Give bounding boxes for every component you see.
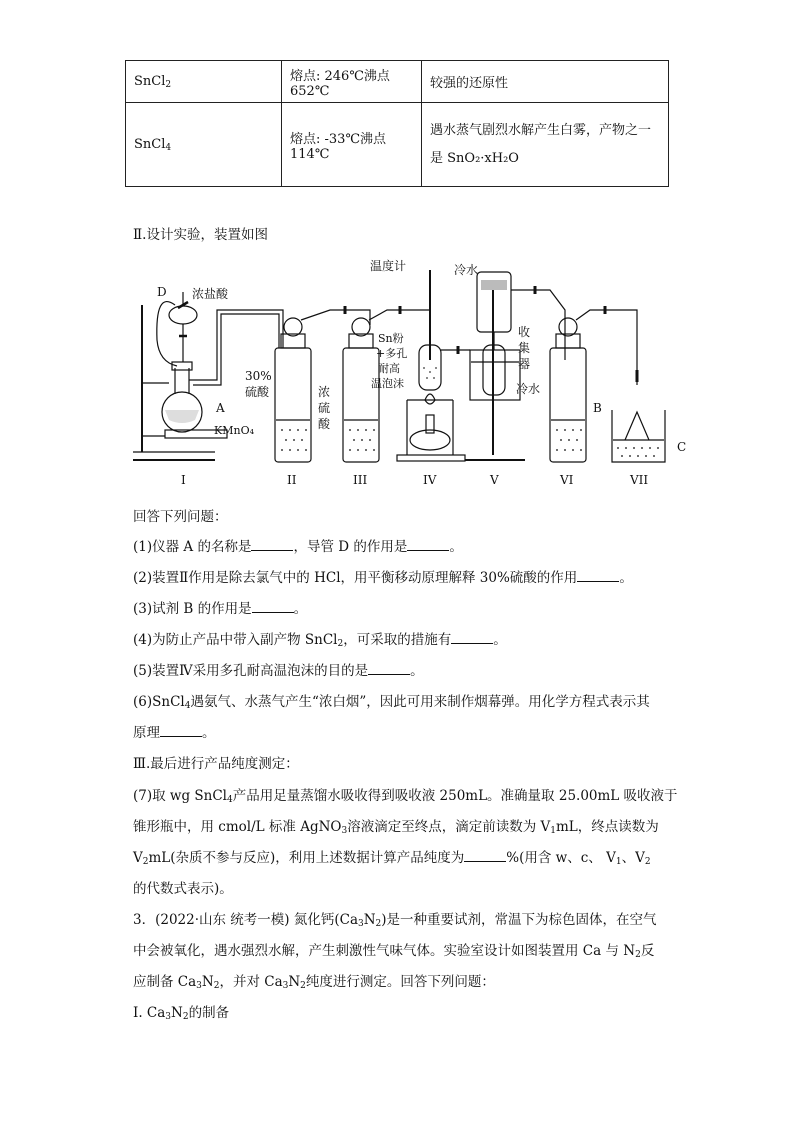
question-6-cont (133, 724, 216, 742)
p3-text: I. Ca (133, 1005, 166, 1021)
p3-text: N (288, 974, 301, 990)
label-sn-4: 温泡沫 (371, 377, 404, 390)
label-conc-h2so4-2: 硫 (318, 401, 331, 415)
subscript: 3 (358, 919, 364, 929)
label-sn-3: 耐高 (378, 362, 400, 375)
label-sn-1: Sn粉 (378, 332, 404, 345)
table-cell-chemical (422, 103, 669, 187)
question-7-line-1 (133, 787, 678, 809)
p3-text: 的制备 (188, 1005, 230, 1021)
p3-text: 中会被氧化，遇水强烈水解，产生刺激性气味气体。实验室设计如图装置用 Ca 与 N (133, 943, 636, 959)
table-row (126, 61, 669, 103)
subscript: 1 (550, 826, 556, 836)
station-label: V (490, 473, 499, 487)
label-cold-water-side: 冷水 (516, 382, 541, 396)
question-7-line-3 (133, 849, 651, 871)
subscript: 2 (182, 1012, 189, 1022)
label-collector-1: 收 (518, 325, 531, 339)
q7-text-a: (7)取 wg SnCl (133, 788, 227, 804)
table-cell-compound (126, 103, 282, 187)
label-30pct-1: 30% (245, 369, 272, 383)
p3-text: 纯度进行测定。回答下列问题： (305, 974, 495, 990)
label-D: D (157, 285, 167, 299)
subscript: 3 (341, 826, 348, 836)
station-label: IV (423, 473, 437, 487)
table-cell-compound (126, 61, 282, 103)
question-2 (133, 569, 633, 587)
answer-blank (407, 538, 449, 551)
subscript: 1 (615, 857, 622, 867)
subscript: 4 (165, 142, 172, 153)
q6-text-b: 遇氨气、水蒸气产生“浓白烟”，因此可用来制作烟幕弹。用化学方程式表示其 (190, 694, 650, 710)
problem-3-subtitle (133, 1004, 229, 1026)
question-7-line-2 (133, 818, 659, 840)
answer-blank (577, 569, 619, 582)
chem-line-1: 遇水蒸气剧烈水解产生白雾，产物之一 (430, 122, 652, 138)
label-B: B (593, 401, 602, 415)
p3-text: )是一种重要试剂，常温下为棕色固体，在空气 (381, 912, 657, 928)
p3-text: 应制备 Ca (133, 974, 197, 990)
q7-text-b: 产品用足量蒸馏水吸收得到吸收液 250mL。准确量取 25.00mL 吸收液于 (232, 788, 678, 804)
section-2-title: Ⅱ.设计实验，装置如图 (133, 227, 268, 243)
station-label: VI (560, 473, 574, 487)
answer-blank (252, 600, 294, 613)
label-C: C (677, 440, 687, 454)
q2-text-a: (2)装置Ⅱ作用是除去氯气中的 HCl，用平衡移动原理解释 30%硫酸的作用 (133, 570, 578, 586)
p3-text: N (363, 912, 376, 928)
table-cell-chemical: 较强的还原性 (422, 61, 669, 103)
problem-3-line-2 (133, 942, 654, 964)
q3-text-b: 。 (293, 601, 308, 617)
p3-text: N (201, 974, 214, 990)
answer-blank (368, 662, 410, 675)
subscript: 3 (196, 981, 202, 991)
station-2-wash-bottle (275, 306, 370, 462)
question-7-line-4: 的代数式表示)。 (133, 881, 233, 897)
station-label: II (287, 473, 297, 487)
table-row (126, 103, 669, 187)
answer-blank (464, 849, 506, 862)
subscript: 2 (142, 857, 149, 867)
label-kmno4: KMnO₄ (214, 424, 254, 437)
station-label: III (353, 473, 368, 487)
subscript: 2 (337, 639, 344, 649)
label-collector-2: 集 (518, 341, 531, 355)
compound-text: SnCl (134, 73, 166, 89)
chem-line-2: 是 SnO₂·xH₂O (430, 150, 519, 166)
subscript: 2 (644, 857, 651, 867)
station-6-bottle (550, 306, 637, 462)
subscript: 3 (165, 1012, 172, 1022)
label-30pct-2: 硫酸 (245, 385, 270, 399)
q4-text-c: 。 (493, 632, 507, 648)
label-conc-h2so4-3: 酸 (318, 417, 331, 431)
subscript: 2 (300, 981, 306, 991)
q7-text-g: mL(杂质不参与反应)，利用上述数据计算产品纯度为 (148, 850, 465, 866)
property-table (125, 60, 669, 187)
subscript: 4 (227, 795, 233, 805)
q4-text-a: (4)为防止产品中带入副产物 SnCl (133, 632, 338, 648)
q7-text-i: 、V (621, 850, 645, 866)
section-3-title: Ⅲ.最后进行产品纯度测定： (133, 756, 299, 772)
subscript: 2 (213, 981, 220, 991)
answer-blank (160, 724, 202, 737)
q7-text-d: 溶液滴定至终点，滴定前读数为 V (347, 819, 551, 835)
answer-blank (251, 538, 293, 551)
question-6 (133, 693, 650, 715)
q3-text-a: (3)试剂 B 的作用是 (133, 601, 252, 617)
label-cold-water-top: 冷水 (454, 263, 479, 277)
label-conc-h2so4-1: 浓 (318, 385, 331, 399)
subscript: 2 (375, 919, 382, 929)
subscript: 4 (184, 701, 191, 711)
q7-text-f: V (133, 850, 143, 866)
subscript: 2 (165, 79, 172, 90)
q7-text-c: 锥形瓶中，用 cmol/L 标准 AgNO (133, 819, 342, 835)
p3-text: 反 (640, 943, 655, 959)
p3-text: 3．(2022·山东 统考一模) 氮化钙(Ca (133, 912, 358, 928)
label-thermometer: 温度计 (370, 259, 407, 273)
label-conc-hcl: 浓盐酸 (192, 287, 229, 301)
q6-text-c: 原理 (133, 725, 160, 741)
table-cell-physical: 熔点: -33℃沸点 114℃ (282, 103, 422, 187)
question-5 (133, 662, 424, 680)
question-3 (133, 600, 307, 618)
p3-text: ，并对 Ca (219, 974, 283, 990)
apparatus-diagram (125, 250, 695, 495)
q1-text-a: (1)仪器 A 的名称是 (133, 539, 252, 555)
intro-text: 回答下列问题： (133, 509, 228, 525)
answer-blank (451, 631, 493, 644)
compound-text: SnCl (134, 136, 166, 152)
label-A: A (216, 401, 225, 415)
station-label: I (181, 473, 186, 487)
question-1 (133, 538, 463, 556)
problem-3-line-3 (133, 973, 495, 995)
table-cell-physical: 熔点: 246℃沸点 652℃ (282, 61, 422, 103)
q7-text-e: mL，终点读数为 (555, 819, 659, 835)
label-sn-2: +多孔 (376, 347, 408, 360)
problem-3-line-1 (133, 911, 657, 933)
subscript: 2 (635, 950, 641, 960)
station-7-beaker (612, 370, 665, 462)
question-4 (133, 631, 507, 653)
q4-text-b: ，可采取的措施有 (343, 632, 452, 648)
station-4-reaction-tube (397, 270, 470, 461)
q2-text-b: 。 (619, 570, 633, 586)
station-label: VII (630, 473, 649, 487)
q6-text-d: 。 (202, 725, 216, 741)
subscript: 3 (282, 981, 289, 991)
q7-text-h: %(用含 w、c、 V (506, 850, 616, 866)
q1-text-c: 。 (449, 539, 463, 555)
q1-text-b: ，导管 D 的作用是 (293, 539, 408, 555)
q5-text-b: 。 (410, 663, 424, 679)
p3-text: N (171, 1005, 183, 1021)
q6-text-a: (6)SnCl (133, 694, 185, 710)
q5-text-a: (5)装置Ⅳ采用多孔耐高温泡沫的目的是 (133, 663, 369, 679)
label-collector-3: 器 (518, 357, 531, 371)
